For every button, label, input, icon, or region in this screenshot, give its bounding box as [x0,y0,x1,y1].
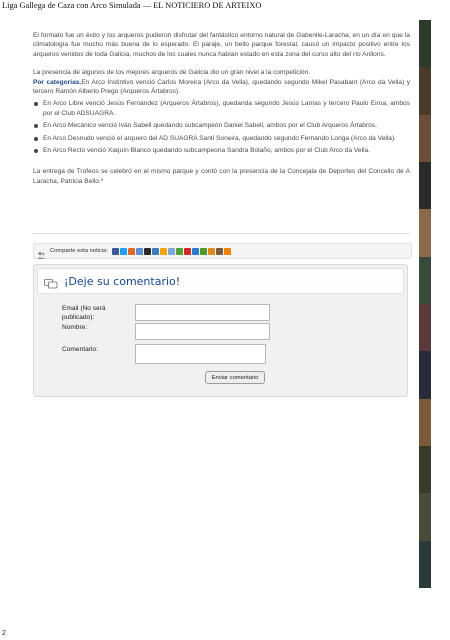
result-item-text: En Arco Recto venció Xaquín Blanco quedando subcampeona Sandra Bolaño, ambos por el Club Arco da Vella. [43,147,370,155]
email-label: Email (No será publicado): [62,305,106,321]
bullet-icon [34,149,38,153]
side-image-segment [419,493,431,540]
article-paragraph-1: El formato fue un éxito y los arqueros pudieron disfrutar del fantástico entorno natural de Gabenlle-Laracha, en un día en que la climatología fue mucho más buena de lo esperado. El paraje, un bello parque forestal, causó un impacto positivo entre los arqueros venidos de toda Galicia, muchos de los cuales nunca habían estado en esta zona del curso alto del río Anllons. [33,32,410,58]
comment-textarea[interactable] [135,344,266,364]
speech-bubble-icon [44,276,58,286]
categories-text: En Arco Instintivo venció Carlos Moreira (Arco da Vella), quedando segundo Mikel Pasabant (Arco da Vella) y tercero Ramón Alberto Prego (Arqueros Ártabros). [33,78,411,96]
share-service-icon[interactable] [176,248,183,255]
page-number: 2 [2,630,6,637]
share-service-icon[interactable] [144,248,151,255]
share-service-icon[interactable] [200,248,207,255]
name-label: Nombre: [62,324,88,331]
email-field[interactable] [135,304,270,321]
bullet-icon [34,124,38,128]
result-item-text: En Arco Mecánico venció Iván Sabell quedando subcampeón Daniel Sabell, ambos por el Club Arqueros Ártabros. [43,122,377,130]
result-item-text: En Arco Libre venció Jesús Fernández (Arqueros Ártabros), quedanda segundo Jesús Lamas y tercero Paulo Eiroa, ambos por el Club ADSUAGRA. [43,100,410,117]
share-people-icon [37,247,46,256]
share-service-icon[interactable] [216,248,223,255]
print-header: Liga Gallega de Caza con Arco Simulada — EL NOTICIERO DE ARTEIXO [2,1,262,10]
comment-form-title: ¡Deje su comentario! [64,274,181,288]
side-image-segment [419,20,431,67]
side-image-segment [419,115,431,162]
submit-comment-button[interactable]: Enviar comentario [205,371,265,384]
share-icons [112,248,231,255]
share-service-icon[interactable] [168,248,175,255]
share-label: Comparte esta noticia: [50,248,108,254]
result-item-text: En Arco Desnudo venció el arquero del AD SUAGRA Santi Soneira, quedando segundo Fernando Loriga (Arco da Vella). [43,134,396,142]
divider [33,233,410,234]
comment-form-header [37,268,404,294]
bullet-icon [34,137,38,141]
article-body [33,31,410,195]
side-image-strip [419,20,431,588]
article-paragraph-last: La entrega de Trofeos se celebró en el mismo parque y contó con la presencia de la Concejala de Deportes del Concello de A Laracha, Patricia Bello.* [33,168,410,185]
share-bar [33,243,412,259]
comment-label: Comentario: [62,346,98,353]
result-item [33,134,410,143]
article-paragraph-2 [33,68,410,96]
bullet-icon [34,102,38,106]
share-service-icon[interactable] [160,248,167,255]
share-service-icon[interactable] [112,248,119,255]
share-service-icon[interactable] [136,248,143,255]
side-image-segment [419,162,431,209]
share-service-icon[interactable] [152,248,159,255]
categories-label: Por categorías. [33,78,82,86]
result-item [33,146,410,155]
result-item [33,121,410,130]
side-image-segment [419,67,431,114]
side-image-segment [419,446,431,493]
side-image-segment [419,399,431,446]
share-service-icon[interactable] [208,248,215,255]
share-service-icon[interactable] [120,248,127,255]
side-image-segment [419,304,431,351]
share-service-icon[interactable] [184,248,191,255]
article-paragraph-2-text: La presencia de algunos de los mejores arqueros de Galicia dio un gran nivel a la competición. [33,69,311,77]
share-service-icon[interactable] [128,248,135,255]
share-service-icon[interactable] [192,248,199,255]
results-list [33,99,410,155]
side-image-segment [419,541,431,588]
side-image-segment [419,257,431,304]
side-image-segment [419,209,431,256]
result-item [33,99,410,118]
share-service-icon[interactable] [224,248,231,255]
side-image-segment [419,351,431,398]
comment-form [33,264,408,397]
name-field[interactable] [135,323,270,340]
